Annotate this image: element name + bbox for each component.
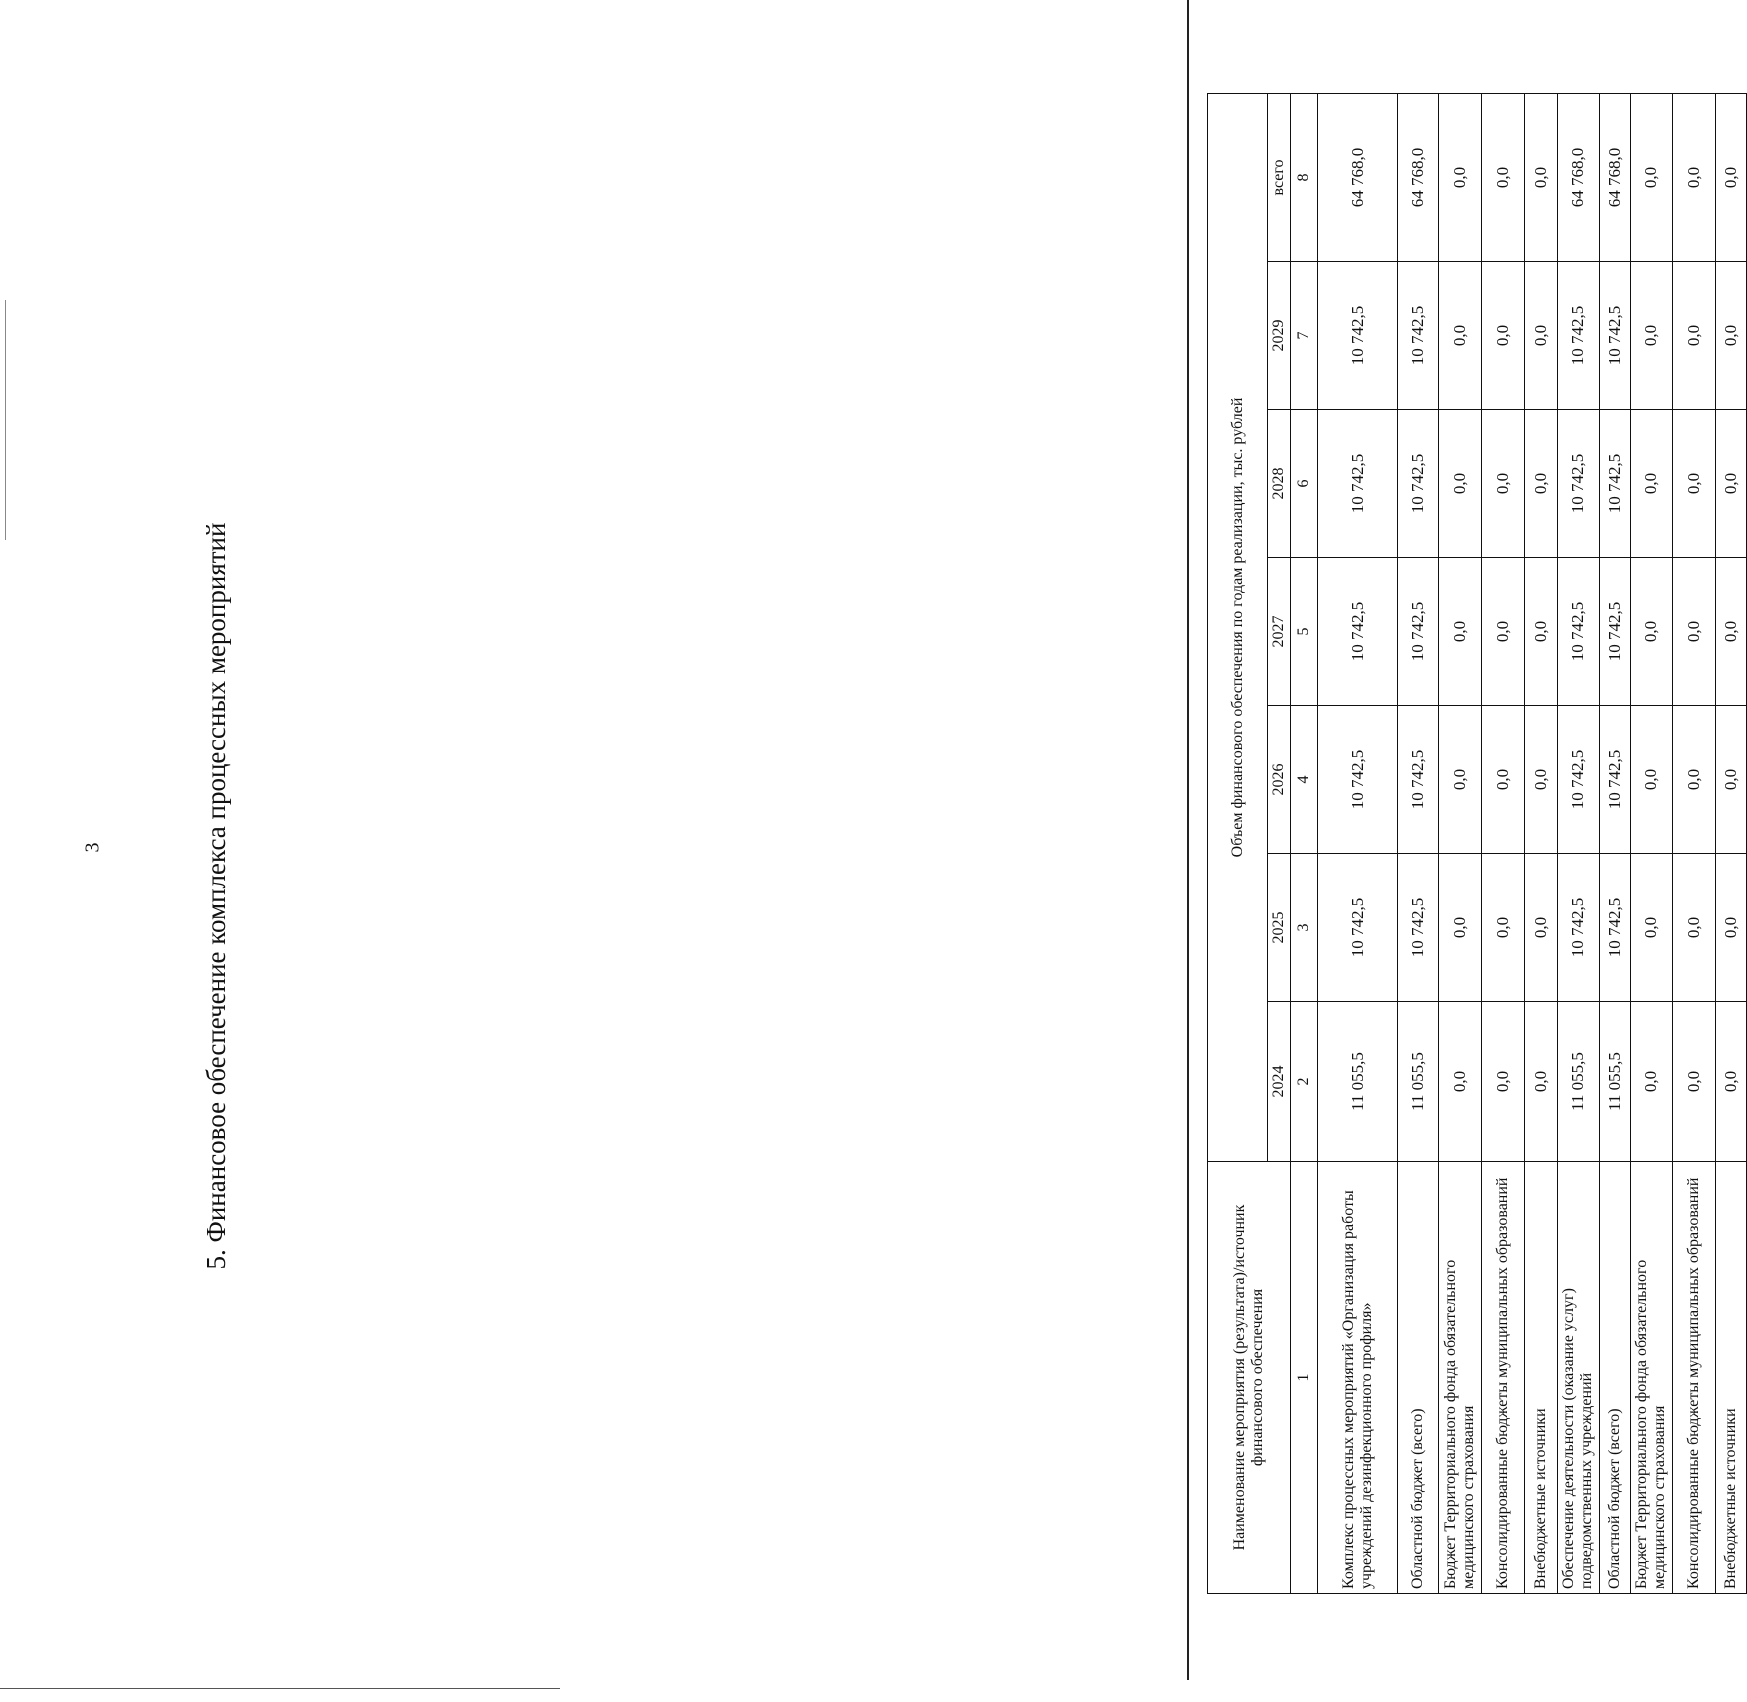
row-value: 0,0 xyxy=(1524,854,1557,1002)
index-cell: 7 xyxy=(1291,262,1318,410)
row-value: 0,0 xyxy=(1524,1002,1557,1162)
row-value: 0,0 xyxy=(1630,706,1672,854)
row-value: 0,0 xyxy=(1716,1002,1747,1162)
index-cell: 3 xyxy=(1291,854,1318,1002)
header-row-top xyxy=(1208,93,1268,1593)
row-total: 64 768,0 xyxy=(1557,93,1599,261)
table-row xyxy=(1524,93,1557,1593)
row-total: 0,0 xyxy=(1439,93,1481,261)
row-value: 0,0 xyxy=(1630,262,1672,410)
row-total: 64 768,0 xyxy=(1318,93,1398,261)
rotated-table-wrapper xyxy=(1207,94,1747,1594)
header-volume: Объем финансового обеспечения по годам реализации, тыс. рублей xyxy=(1208,93,1268,1161)
index-row xyxy=(1291,93,1318,1593)
index-cell: 8 xyxy=(1291,93,1318,261)
row-value: 11 055,5 xyxy=(1398,1002,1439,1162)
table-row xyxy=(1439,93,1481,1593)
row-name: Консолидированные бюджеты муниципальных образований xyxy=(1672,1162,1715,1594)
table-row xyxy=(1318,93,1398,1593)
table-row xyxy=(1672,93,1715,1593)
row-value: 10 742,5 xyxy=(1398,854,1439,1002)
row-value: 0,0 xyxy=(1672,854,1715,1002)
row-value: 0,0 xyxy=(1439,558,1481,706)
row-name: Бюджет Территориального фонда обязательного медицинского страхования xyxy=(1630,1162,1672,1594)
index-cell: 5 xyxy=(1291,558,1318,706)
row-value: 10 742,5 xyxy=(1557,410,1599,558)
row-value: 10 742,5 xyxy=(1398,706,1439,854)
row-value: 10 742,5 xyxy=(1318,854,1398,1002)
row-value: 10 742,5 xyxy=(1318,262,1398,410)
row-value: 10 742,5 xyxy=(1557,558,1599,706)
row-total: 0,0 xyxy=(1481,93,1524,261)
year-header: 2026 xyxy=(1268,706,1291,854)
row-total: 64 768,0 xyxy=(1599,93,1630,261)
row-name: Консолидированные бюджеты муниципальных образований xyxy=(1481,1162,1524,1594)
financing-table xyxy=(1207,93,1747,1594)
row-total: 0,0 xyxy=(1630,93,1672,261)
table-row xyxy=(1630,93,1672,1593)
scan-edge-right xyxy=(1187,0,1189,1680)
row-value: 0,0 xyxy=(1524,706,1557,854)
row-value: 0,0 xyxy=(1716,558,1747,706)
row-name: Комплекс процессных мероприятий «Организация работы учреждений дезинфекционного профиля» xyxy=(1318,1162,1398,1594)
row-value: 10 742,5 xyxy=(1599,558,1630,706)
page-number: 3 xyxy=(81,842,104,853)
table-body xyxy=(1318,93,1747,1593)
row-value: 0,0 xyxy=(1672,558,1715,706)
row-total: 64 768,0 xyxy=(1398,93,1439,261)
row-value: 0,0 xyxy=(1439,854,1481,1002)
year-header: 2029 xyxy=(1268,262,1291,410)
year-header: 2027 xyxy=(1268,558,1291,706)
row-value: 10 742,5 xyxy=(1557,262,1599,410)
row-value: 0,0 xyxy=(1716,410,1747,558)
row-value: 0,0 xyxy=(1481,410,1524,558)
row-value: 0,0 xyxy=(1630,854,1672,1002)
row-value: 10 742,5 xyxy=(1599,706,1630,854)
row-value: 0,0 xyxy=(1439,1002,1481,1162)
table-row xyxy=(1557,93,1599,1593)
row-value: 11 055,5 xyxy=(1557,1002,1599,1162)
section-title: 5. Финансовое обеспечение комплекса процессных мероприятий xyxy=(201,522,231,1270)
row-name: Областной бюджет (всего) xyxy=(1398,1162,1439,1594)
scan-edge-left xyxy=(5,300,6,540)
table-row xyxy=(1599,93,1630,1593)
index-cell: 4 xyxy=(1291,706,1318,854)
index-cell: 1 xyxy=(1291,1162,1318,1594)
row-value: 0,0 xyxy=(1524,558,1557,706)
row-name: Внебюджетные источники xyxy=(1716,1162,1747,1594)
row-name: Обеспечение деятельности (оказание услуг) подведомственных учреждений xyxy=(1557,1162,1599,1594)
row-value: 10 742,5 xyxy=(1318,410,1398,558)
table-row xyxy=(1398,93,1439,1593)
row-name: Областной бюджет (всего) xyxy=(1599,1162,1630,1594)
row-value: 0,0 xyxy=(1716,706,1747,854)
row-value: 11 055,5 xyxy=(1599,1002,1630,1162)
table-row xyxy=(1716,93,1747,1593)
row-value: 0,0 xyxy=(1672,410,1715,558)
row-value: 10 742,5 xyxy=(1398,410,1439,558)
row-value: 0,0 xyxy=(1672,1002,1715,1162)
index-cell: 6 xyxy=(1291,410,1318,558)
row-value: 0,0 xyxy=(1481,262,1524,410)
header-name: Наименование мероприятия (результата)/источник финансового обеспечения xyxy=(1208,1162,1291,1594)
row-value: 0,0 xyxy=(1630,558,1672,706)
year-header: 2025 xyxy=(1268,854,1291,1002)
row-value: 10 742,5 xyxy=(1318,558,1398,706)
row-value: 10 742,5 xyxy=(1599,854,1630,1002)
scan-edge-bottom xyxy=(0,1688,560,1689)
total-header: всего xyxy=(1268,93,1291,261)
row-value: 0,0 xyxy=(1439,262,1481,410)
row-value: 0,0 xyxy=(1672,706,1715,854)
row-value: 0,0 xyxy=(1439,410,1481,558)
row-value: 0,0 xyxy=(1481,1002,1524,1162)
row-value: 10 742,5 xyxy=(1599,262,1630,410)
row-value: 10 742,5 xyxy=(1398,262,1439,410)
row-value: 10 742,5 xyxy=(1557,854,1599,1002)
table-row xyxy=(1481,93,1524,1593)
row-total: 0,0 xyxy=(1716,93,1747,261)
row-value: 0,0 xyxy=(1672,262,1715,410)
row-value: 10 742,5 xyxy=(1599,410,1630,558)
row-value: 10 742,5 xyxy=(1318,706,1398,854)
row-value: 0,0 xyxy=(1630,410,1672,558)
year-header: 2024 xyxy=(1268,1002,1291,1162)
row-value: 0,0 xyxy=(1630,1002,1672,1162)
row-value: 0,0 xyxy=(1716,854,1747,1002)
year-header: 2028 xyxy=(1268,410,1291,558)
row-value: 0,0 xyxy=(1524,410,1557,558)
row-value: 10 742,5 xyxy=(1398,558,1439,706)
row-name: Бюджет Территориального фонда обязательного медицинского страхования xyxy=(1439,1162,1481,1594)
row-value: 0,0 xyxy=(1716,262,1747,410)
row-value: 0,0 xyxy=(1481,854,1524,1002)
row-value: 11 055,5 xyxy=(1318,1002,1398,1162)
row-value: 0,0 xyxy=(1481,558,1524,706)
row-value: 0,0 xyxy=(1524,262,1557,410)
row-value: 0,0 xyxy=(1481,706,1524,854)
row-total: 0,0 xyxy=(1524,93,1557,261)
row-total: 0,0 xyxy=(1672,93,1715,261)
index-cell: 2 xyxy=(1291,1002,1318,1162)
row-value: 0,0 xyxy=(1439,706,1481,854)
row-name: Внебюджетные источники xyxy=(1524,1162,1557,1594)
row-value: 10 742,5 xyxy=(1557,706,1599,854)
